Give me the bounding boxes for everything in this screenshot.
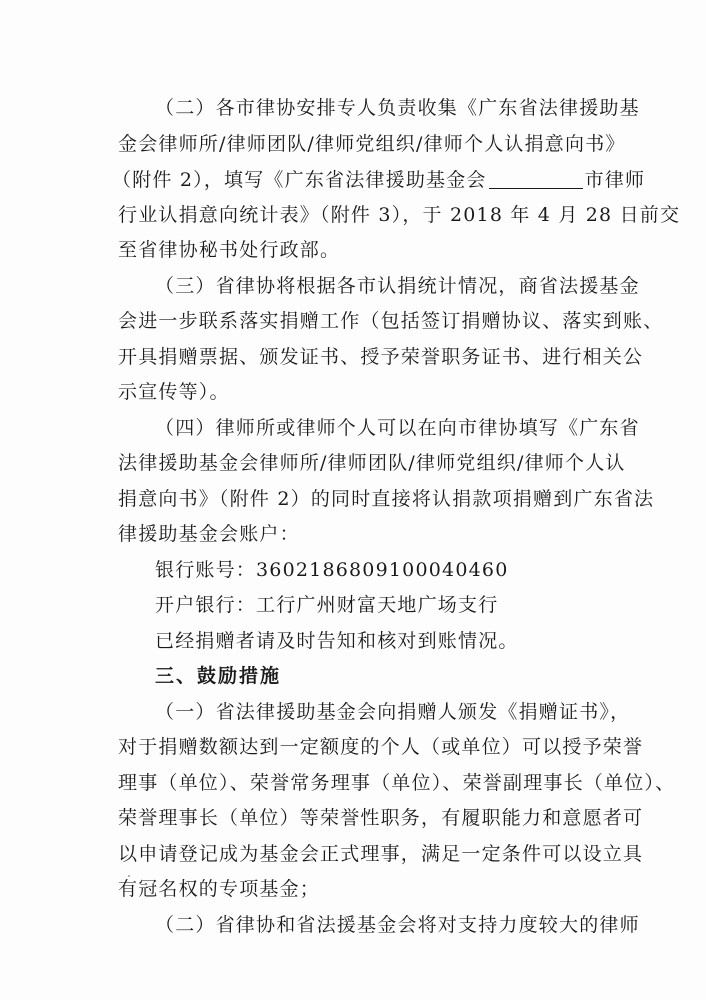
text-segment: （附件 2），填写《广东省法律援助基金会: [112, 169, 487, 191]
text-line: 律援助基金会账户：: [118, 523, 300, 545]
text-line: 捐意向书》（附件 2）的同时直接将认捐款项捐赠到广东省法: [118, 488, 655, 510]
text-line: （二）省律协和省法援基金会将对支持力度较大的律师: [155, 914, 640, 936]
text-line: 会进一步联系落实捐赠工作（包括签订捐赠协议、落实到账、: [118, 310, 664, 332]
bank-account: 银行账号：3602186809100040460: [155, 559, 509, 581]
text-segment: 市律师: [584, 169, 646, 191]
text-line: 对于捐赠数额达到一定额度的个人（或单位）可以授予荣誉: [118, 736, 644, 758]
notice-text: 已经捐赠者请及时告知和核对到账情况。: [155, 630, 519, 652]
fill-in-blank: [489, 170, 583, 189]
text-line: 至省律协秘书处行政部。: [118, 239, 341, 261]
text-line: 示宣传等）。: [118, 381, 230, 403]
text-line: 法律援助基金会律师所/律师团队/律师党组织/律师个人认: [118, 452, 626, 474]
text-line: （一）省法律援助基金会向捐赠人颁发《捐赠证书》，: [155, 701, 631, 723]
text-line-with-blank: [112, 170, 645, 190]
text-line: 行业认捐意向统计表》（附件 3），于 2018 年 4 月 28 日前交: [118, 204, 681, 226]
text-line: （二）各市律协安排专人负责收集《广东省法律援助基: [155, 97, 640, 119]
text-line: （四）律师所或律师个人可以在向市律协填写《广东省: [155, 417, 640, 439]
scan-speck: [128, 875, 130, 877]
text-line: 开具捐赠票据、颁发证书、授予荣誉职务证书、进行相关公: [118, 346, 644, 368]
text-line: 荣誉理事长（单位）等荣誉性职务，有履职能力和意愿者可: [118, 807, 644, 829]
section-heading: 三、鼓励措施: [155, 665, 282, 687]
bank-name: 开户银行：工行广州财富天地广场支行: [155, 594, 499, 616]
text-line: 金会律师所/律师团队/律师党组织/律师个人认捐意向书》: [118, 133, 626, 155]
text-line: 理事（单位）、荣誉常务理事（单位）、荣誉副理事长（单位）、: [118, 772, 676, 794]
text-line: （三）省律协将根据各市认捐统计情况，商省法援基金: [155, 275, 640, 297]
text-line: 有冠名权的专项基金；: [118, 878, 321, 900]
text-line: 以申请登记成为基金会正式理事，满足一定条件可以设立具: [118, 843, 644, 865]
